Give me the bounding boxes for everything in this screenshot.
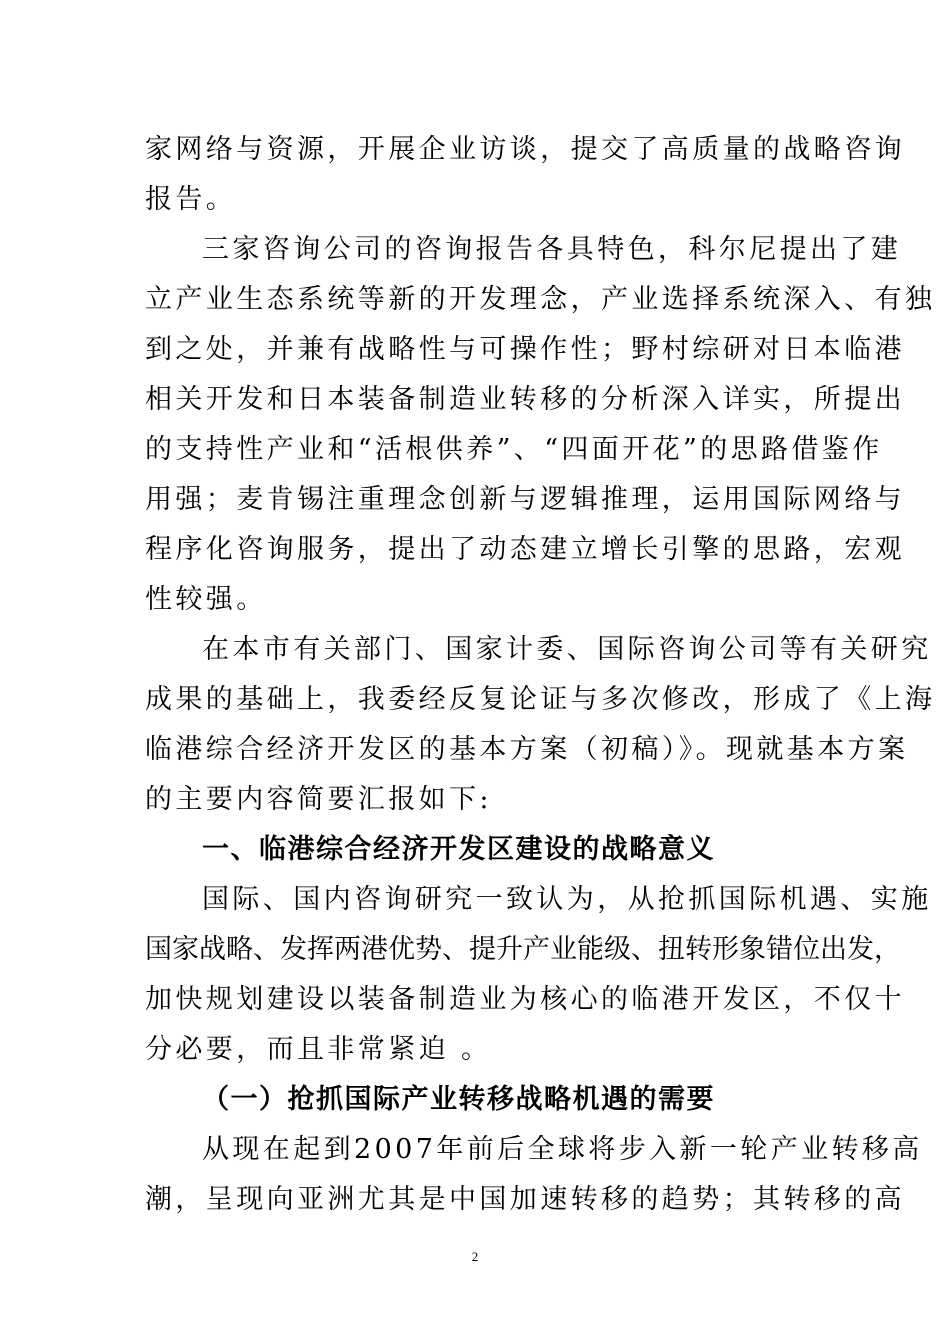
body-text-line: 相关开发和日本装备制造业转移的分析深入详实，所提出 [145,384,905,415]
paragraph-first-line: 三家咨询公司的咨询报告各具特色，科尔尼提出了建 [202,234,902,265]
body-text-line: 国家战略、发挥两港优势、提升产业能级、扭转形象错位出发， [145,934,901,965]
paragraph-first-line: 在本市有关部门、国家计委、国际咨询公司等有关研究 [202,634,932,665]
body-text-line: 立产业生态系统等新的开发理念，产业选择系统深入、有独 [145,284,936,315]
body-text-line: 加快规划建设以装备制造业为核心的临港开发区，不仅十 [145,984,905,1015]
section-heading: 一、临港综合经济开发区建设的战略意义 [202,834,715,865]
body-text-line: 分必要，而且非常紧迫 。 [145,1034,492,1065]
paragraph-first-line: 从现在起到2007年前后全球将步入新一轮产业转移高 [202,1134,923,1165]
subsection-heading: （一）抢抓国际产业转移战略机遇的需要 [202,1084,715,1115]
body-text-line: 程序化咨询服务，提出了动态建立增长引擎的思路，宏观 [145,534,905,565]
body-text-line: 成果的基础上，我委经反复论证与多次修改，形成了《上海 [145,684,936,715]
body-text-line: 性较强。 [145,584,267,615]
body-text-line: 的主要内容简要汇报如下: [145,784,492,815]
body-text-line: 潮，呈现向亚洲尤其是中国加速转移的趋势；其转移的高 [145,1184,905,1215]
paragraph-first-line: 国际、国内咨询研究一致认为，从抢抓国际机遇、实施 [202,884,932,915]
body-text-line: 报告。 [145,184,237,215]
body-text-line: 用强；麦肯锡注重理念创新与逻辑推理，运用国际网络与 [145,484,905,515]
page-number: 2 [471,1249,479,1264]
body-text-line: 到之处，并兼有战略性与可操作性；野村综研对日本临港 [145,334,905,365]
body-text-line: 家网络与资源，开展企业访谈，提交了高质量的战略咨询 [145,134,905,165]
body-text-line: 临港综合经济开发区的基本方案（初稿）》。现就基本方案 [145,734,909,765]
body-text-line: 的支持性产业和“活根供养”、“四面开花”的思路借鉴作 [145,434,883,465]
